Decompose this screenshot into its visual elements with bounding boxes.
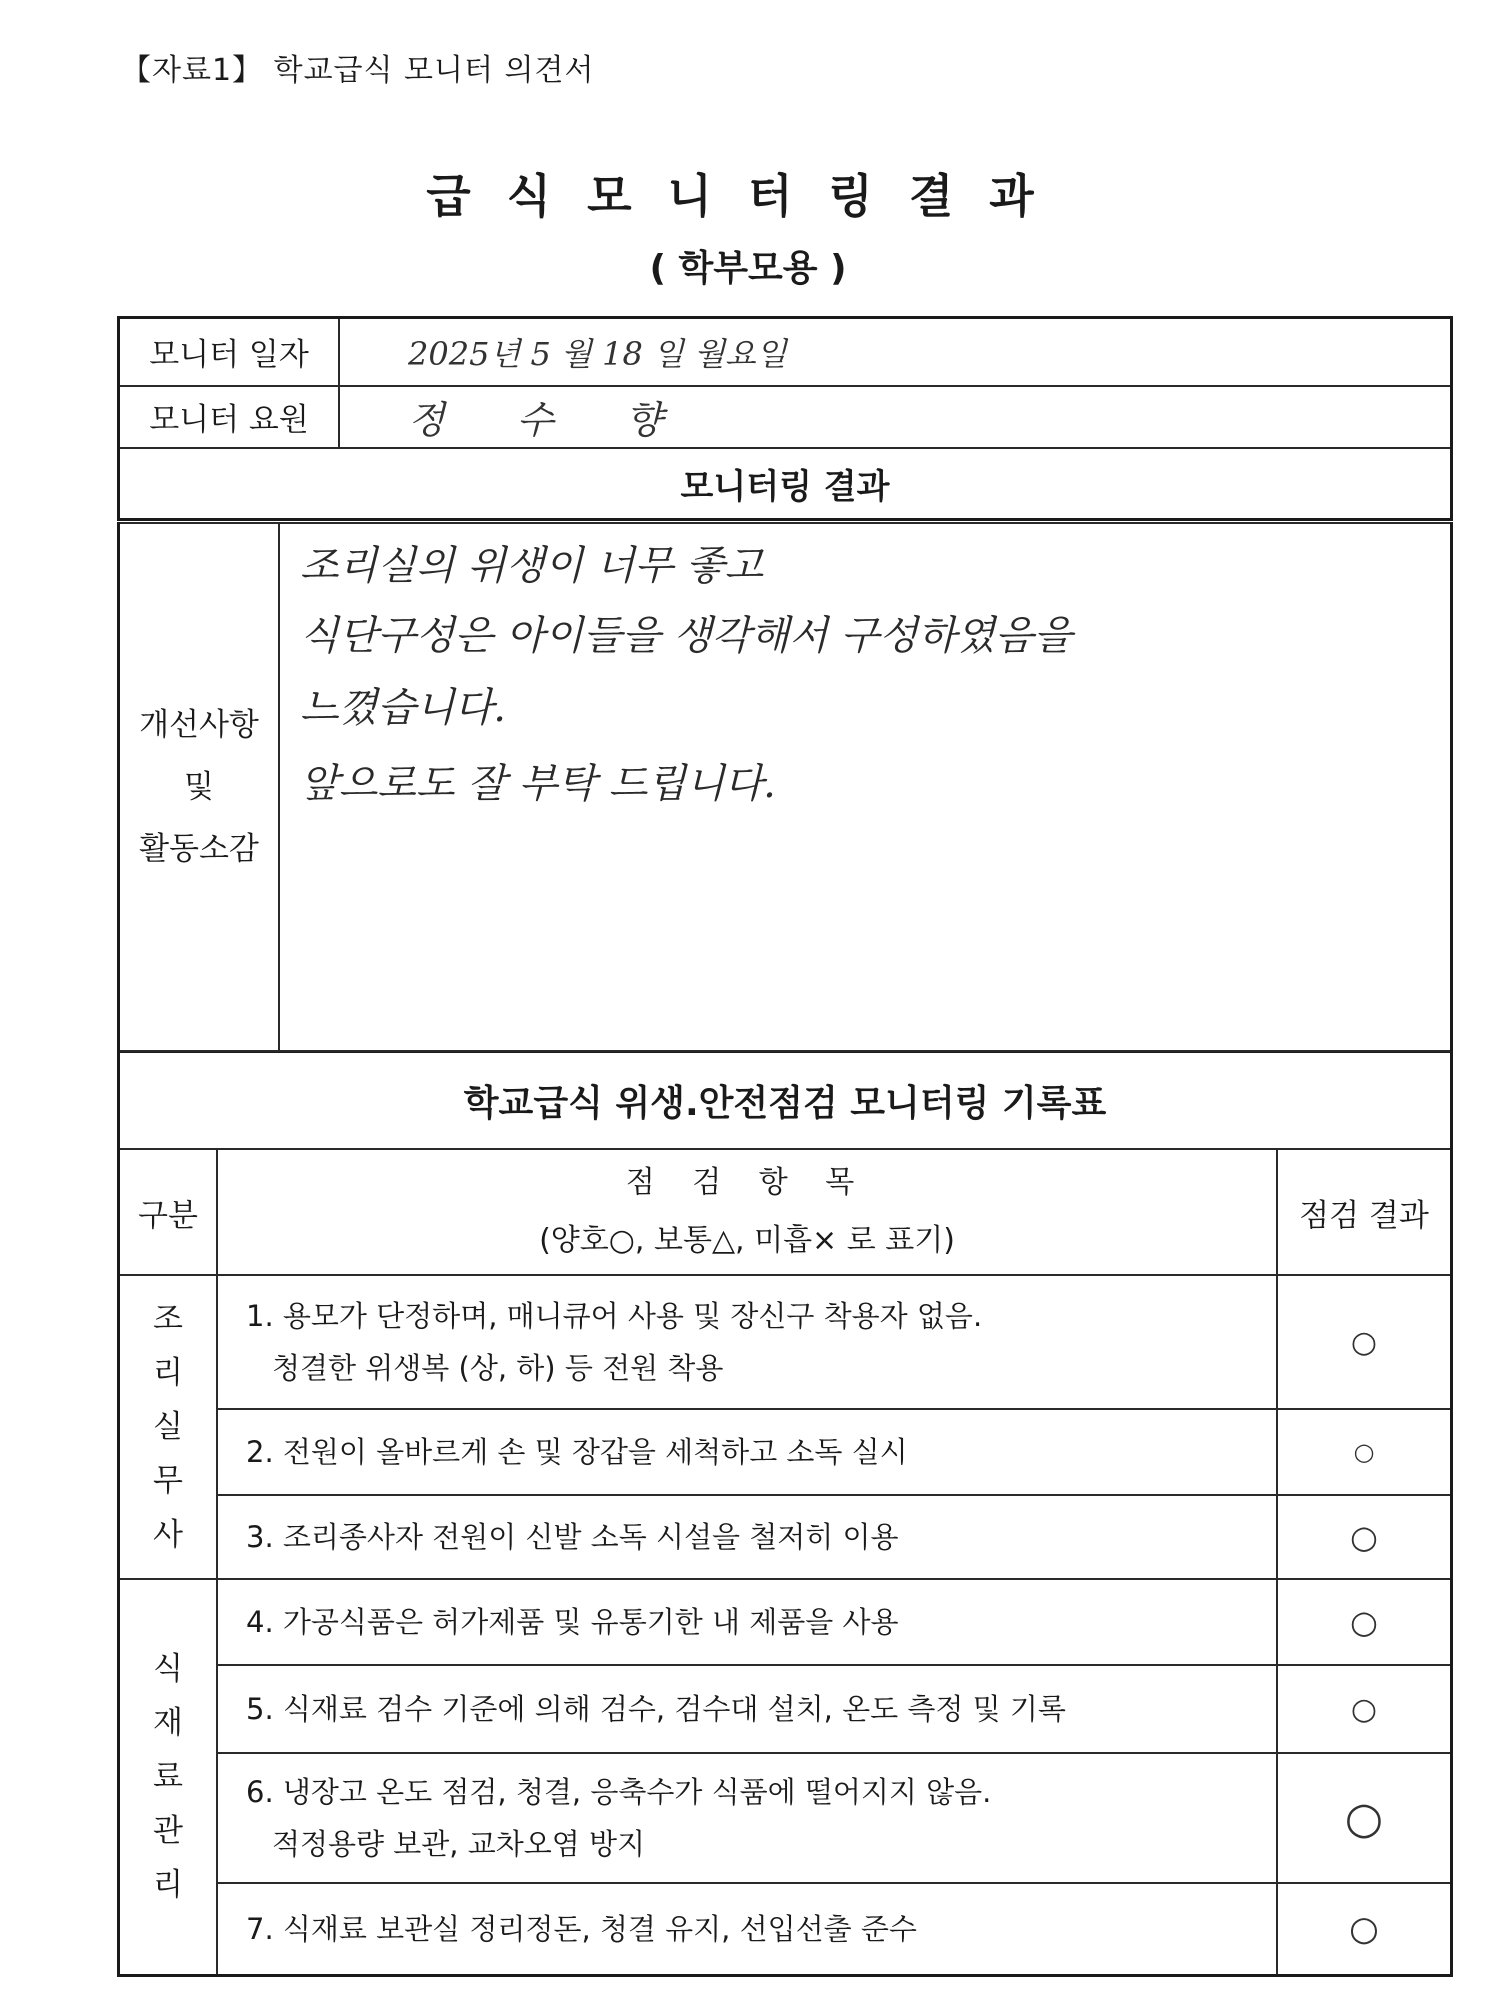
feedback-line: 앞으로도 잘 부탁 드립니다. — [300, 761, 776, 807]
feedback-line: 느꼈습니다. — [300, 685, 506, 731]
member-value — [339, 386, 1452, 448]
group-char: 조 — [153, 1301, 183, 1337]
check-item-5: 5. 식재료 검수 기준에 의해 검수, 검수대 설치, 온도 측정 및 기록 — [217, 1665, 1277, 1753]
checklist-heading: 학교급식 위생.안전점검 모니터링 기록표 — [119, 1051, 1452, 1149]
col-category: 구분 — [119, 1149, 218, 1275]
group-ingredient-mgmt — [119, 1579, 218, 1975]
result-mark: ○ — [1350, 1518, 1378, 1556]
check-item-7: 7. 식재료 보관실 정리정돈, 청결 유지, 선입선출 준수 — [217, 1883, 1277, 1975]
document-subtitle: ( 학부모용 ) — [649, 248, 847, 289]
document-title: 급식모니터링결과 — [426, 169, 1070, 223]
results-heading: 모니터링 결과 — [119, 448, 1452, 520]
feedback-label — [119, 523, 280, 1051]
document-label: 【자료1】 학교급식 모니터 의견서 — [121, 53, 595, 88]
check-item-4: 4. 가공식품은 허가제품 및 유통기한 내 제품을 사용 — [217, 1579, 1277, 1665]
group-char: 리 — [153, 1866, 183, 1903]
col-items-title: 점 검 항 목 — [625, 1165, 869, 1200]
date-value-text: 2025년 5 월 18 일 월요일 — [408, 334, 787, 373]
result-mark: ○ — [1350, 1324, 1378, 1360]
feedback-label-line1: 개선사항 — [139, 706, 259, 743]
date-value — [339, 318, 1452, 386]
group-char: 실 — [153, 1409, 183, 1445]
check-item-text: 1. 용모가 단정하며, 매니큐어 사용 및 장신구 착용자 없음. — [246, 1299, 983, 1333]
result-mark: ○ — [1350, 1691, 1378, 1727]
group-char: 무 — [153, 1463, 183, 1499]
feedback-line: 식단구성은 아이들을 생각해서 구성하였음을 — [300, 613, 1073, 659]
group-cooking-staff — [119, 1275, 218, 1579]
result-mark: ○ — [1353, 1438, 1375, 1466]
feedback-content — [279, 523, 1452, 1051]
result-mark: ○ — [1350, 1603, 1378, 1641]
result-mark: ○ — [1344, 1792, 1384, 1844]
check-result-2 — [1277, 1409, 1452, 1495]
monitor-info-table — [117, 316, 1453, 521]
check-item-2: 2. 전원이 올바르게 손 및 장갑을 세척하고 소독 실시 — [217, 1409, 1277, 1495]
feedback-label-line2: 및 — [184, 768, 214, 805]
group-char: 사 — [153, 1517, 183, 1553]
group-char: 리 — [153, 1355, 183, 1391]
group-char: 식 — [153, 1650, 183, 1687]
check-result-5 — [1277, 1665, 1452, 1753]
member-label: 모니터 요원 — [119, 386, 340, 448]
feedback-line: 조리실의 위생이 너무 좋고 — [300, 543, 764, 589]
check-result-1 — [1277, 1275, 1452, 1409]
col-result: 점검 결과 — [1277, 1149, 1452, 1275]
check-item-1 — [217, 1275, 1277, 1409]
col-items — [217, 1149, 1277, 1275]
feedback-label-line3: 활동소감 — [139, 830, 259, 867]
member-name: 정 수 향 — [408, 398, 693, 442]
check-result-3 — [1277, 1495, 1452, 1579]
result-mark: ○ — [1349, 1908, 1379, 1949]
group-char: 관 — [153, 1812, 183, 1849]
check-item-text-2: 적정용량 보관, 교차오염 방지 — [272, 1827, 646, 1861]
check-result-4 — [1277, 1579, 1452, 1665]
group-char: 료 — [153, 1758, 183, 1795]
check-item-3: 3. 조리종사자 전원이 신발 소독 시설을 철저히 이용 — [217, 1495, 1277, 1579]
check-result-6 — [1277, 1753, 1452, 1883]
check-result-7 — [1277, 1883, 1452, 1975]
col-items-legend: (양호○, 보통△, 미흡× 로 표기) — [539, 1223, 955, 1258]
check-item-6 — [217, 1753, 1277, 1883]
date-label: 모니터 일자 — [119, 318, 340, 386]
check-item-text-2: 청결한 위생복 (상, 하) 등 전원 착용 — [272, 1351, 724, 1385]
group-char: 재 — [153, 1704, 183, 1741]
feedback-table — [117, 522, 1453, 1053]
checklist-table — [117, 1050, 1453, 1977]
check-item-text: 6. 냉장고 온도 점검, 청결, 응축수가 식품에 떨어지지 않음. — [246, 1775, 992, 1809]
